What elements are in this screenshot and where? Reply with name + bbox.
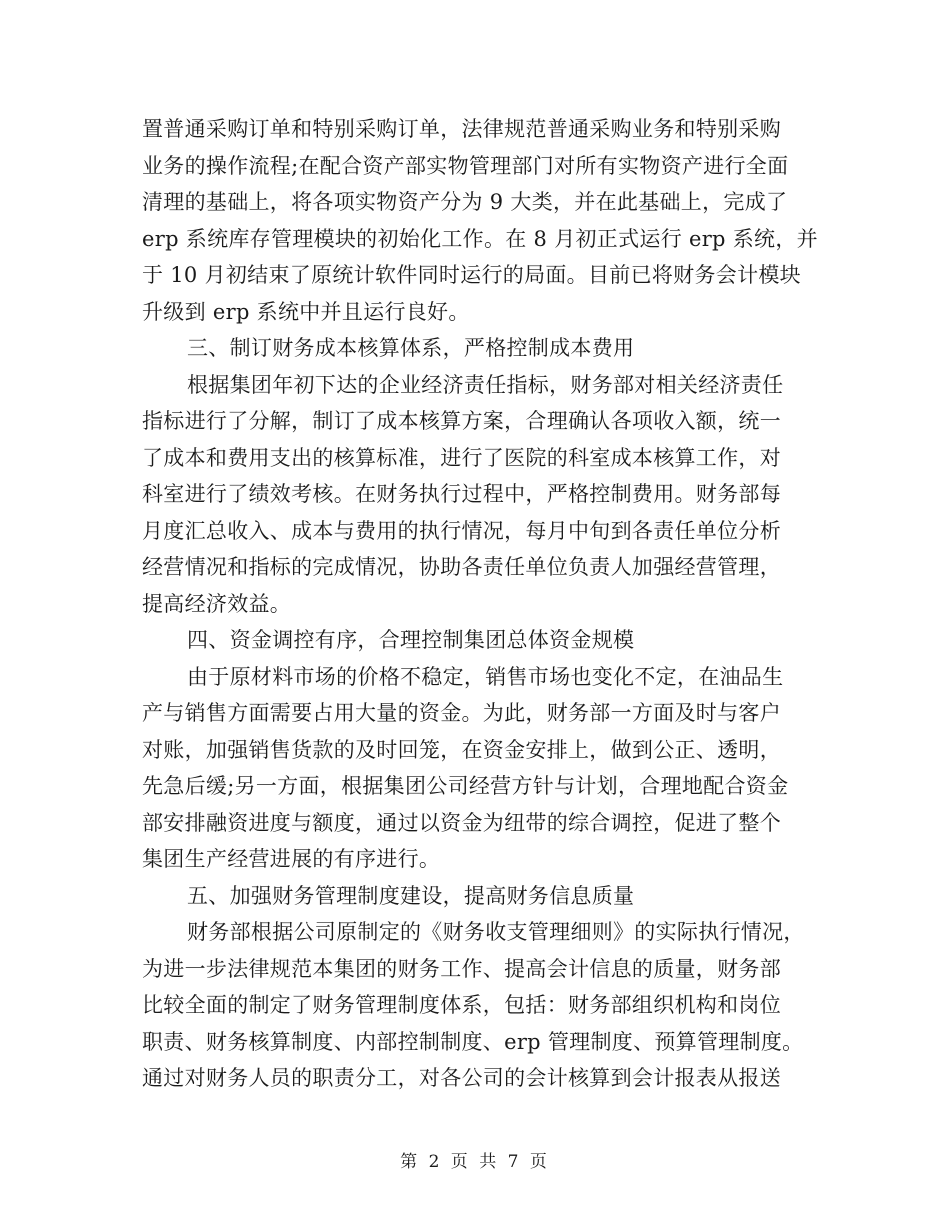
text-line: 指标进行了分解，制订了成本核算方案，合理确认各项收入额，统一 [142, 409, 781, 433]
text-line: 了成本和费用支出的核算标准，进行了医院的科室成本核算工作，对 [142, 445, 781, 470]
text-line: 根据集团年初下达的企业经济责任指标，财务部对相关经济责任 [187, 372, 784, 397]
section-heading-3: 三、制订财务成本核算体系，严格控制成本费用 [187, 336, 635, 360]
text-line: 月度汇总收入、成本与费用的执行情况，每月中旬到各责任单位分析 [142, 518, 781, 543]
text-line: 置普通采购订单和特别采购订单，法律规范普通采购业务和特别采购 [142, 117, 781, 141]
text-line: 提高经济效益。 [142, 591, 292, 616]
text-line: 经营情况和指标的完成情况，协助各责任单位负责人加强经营管理， [142, 555, 781, 579]
text-line: 于 10 月初结束了原统计软件同时运行的局面。目前已将财务会计模块 [142, 263, 801, 287]
text-line: erp 系统库存管理模块的初始化工作。在 8 月初正式运行 erp 系统，并 [142, 226, 818, 251]
text-line: 产与销售方面需要占用大量的资金。为此，财务部一方面及时与客户 [142, 701, 781, 725]
text-line: 为进一步法律规范本集团的财务工作、提高会计信息的质量，财务部 [142, 956, 781, 981]
page-number-footer: 第 2 页 共 7 页 [400, 1152, 550, 1172]
section-heading-4: 四、资金调控有序，合理控制集团总体资金规模 [187, 628, 635, 652]
text-line: 职责、财务核算制度、内部控制制度、erp 管理制度、预算管理制度。 [142, 1029, 804, 1054]
text-line: 清理的基础上，将各项实物资产分为 9 大类，并在此基础上，完成了 [142, 190, 788, 214]
text-line: 比较全面的制定了财务管理制度体系，包括：财务部组织机构和岗位 [142, 993, 781, 1017]
text-line: 由于原材料市场的价格不稳定，销售市场也变化不定，在油品生 [187, 664, 784, 689]
text-line: 先急后缓;另一方面，根据集团公司经营方针与计划，合理地配合资金 [142, 774, 789, 798]
text-line: 科室进行了绩效考核。在财务执行过程中，严格控制费用。财务部每 [142, 482, 781, 506]
section-heading-5: 五、加强财务管理制度建设，提高财务信息质量 [187, 883, 635, 908]
text-line: 集团生产经营进展的有序进行。 [142, 847, 441, 871]
text-line: 业务的操作流程;在配合资产部实物管理部门对所有实物资产进行全面 [142, 153, 789, 178]
text-line: 通过对财务人员的职责分工，对各公司的会计核算到会计报表从报送 [142, 1066, 781, 1090]
document-body [142, 111, 822, 1097]
text-line: 部安排融资进度与额度，通过以资金为纽带的综合调控，促进了整个 [142, 810, 781, 835]
text-line: 升级到 erp 系统中并且运行良好。 [142, 299, 470, 324]
text-line: 对账，加强销售货款的及时回笼，在资金安排上，做到公正、透明， [142, 737, 781, 762]
text-line: 财务部根据公司原制定的《财务收支管理细则》的实际执行情况， [187, 920, 805, 944]
